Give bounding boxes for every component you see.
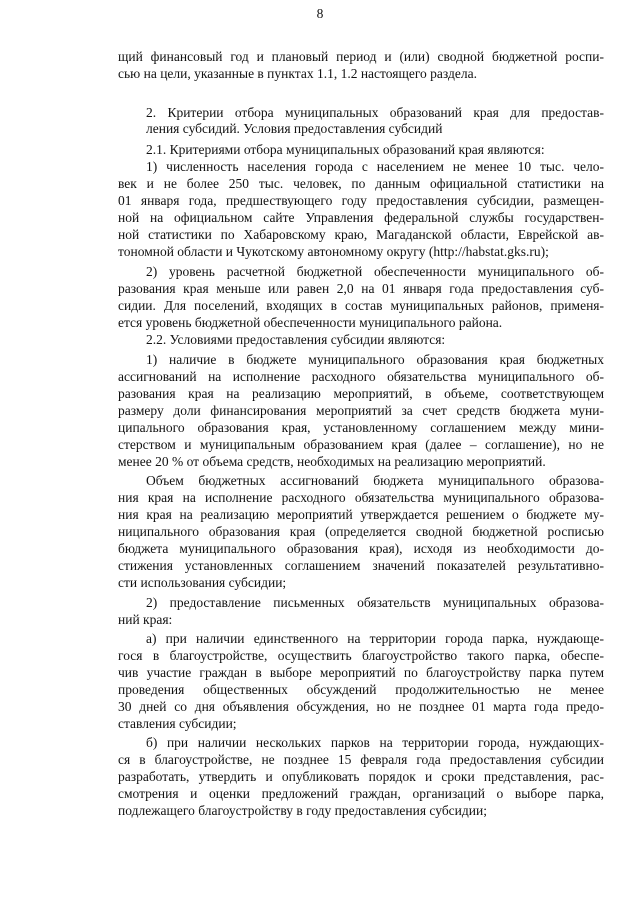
text-line: смотрения и оценки предложений граждан, организаций о выборе парка,: [118, 786, 604, 801]
text-line: ной на официальном сайте Управления федеральной службы государствен-: [118, 210, 604, 225]
text-line: чив участие граждан в выборе мероприятий по благоустройству парка путем: [118, 665, 604, 680]
text-line: сидии. Для поселений, входящих в состав муниципальных районов, применя-: [118, 298, 604, 313]
text-line: менее 20 % от объема средств, необходимых на реализацию мероприятий.: [118, 454, 546, 469]
text-line: 2) уровень расчетной бюджетной обеспеченности муниципального об-: [146, 264, 604, 279]
text-line: бюджета муниципального образования края), исходя из необходимости до-: [118, 541, 604, 556]
text-line: стижения установленных соглашением значений показателей результативно-: [118, 558, 604, 573]
text-line: разработать, утвердить и опубликовать порядок и сроки представления, рас-: [118, 769, 604, 784]
text-line: ассигнований на исполнение расходного обязательства муниципального об-: [118, 369, 604, 384]
text-line: ления субсидий. Условия предоставления субсидий: [146, 121, 443, 136]
page-number: 8: [316, 6, 324, 21]
text-line: 01 января года, предшествующего году предоставления субсидии, размещен-: [118, 193, 604, 208]
text-line: гося в благоустройстве, осуществить благоустройство такого парка, обеспе-: [118, 648, 604, 663]
text-line: ния края на реализацию мероприятий утверждается решением о бюджете му-: [118, 507, 604, 522]
text-line: век и не более 250 тыс. человек, по данным официальной статистики на: [118, 176, 604, 191]
text-line: Объем бюджетных ассигнований бюджета муниципального образова-: [146, 473, 604, 488]
text-line: 30 дней со дня объявления обсуждения, но не позднее 01 марта года предо-: [118, 699, 604, 714]
text-line: щий финансовый год и плановый период и (или) сводной бюджетной роспи-: [118, 49, 604, 64]
text-line: размеру доли финансирования мероприятий за счет средств бюджета муни-: [118, 403, 604, 418]
text-line: сью на цели, указанные в пунктах 1.1, 1.2 настоящего раздела.: [118, 66, 477, 81]
text-line: разования края меньше или равен 2,0 на 01 января года предоставления суб-: [118, 281, 604, 296]
text-line: б) при наличии нескольких парков на территории города, нуждающих-: [146, 735, 604, 750]
text-line: а) при наличии единственного на территории города парка, нуждающе-: [146, 631, 604, 646]
text-line: 1) наличие в бюджете муниципального образования края бюджетных: [146, 352, 604, 367]
text-line: ципального образования края, установленному соглашением между мини-: [118, 420, 604, 435]
text-line: стерством и муниципальным образованием края (далее – соглашение), но не: [118, 437, 604, 452]
text-line: ния края на исполнение расходного обязательства муниципального образова-: [118, 490, 604, 505]
text-line: ся в благоустройстве, не позднее 15 февраля года предоставления субсидии: [118, 752, 604, 767]
text-line: ставления субсидии;: [118, 716, 237, 731]
text-line: ной статистики по Хабаровскому краю, Магаданской области, Еврейской ав-: [118, 227, 604, 242]
text-line: ется уровень бюджетной обеспеченности муниципального района.: [118, 315, 503, 330]
text-line: проведения общественных обсуждений продолжительностью не менее: [118, 682, 604, 697]
text-line: тономной области и Чукотскому автономному округу (http://habstat.gks.ru);: [118, 244, 549, 259]
text-line: ний края:: [118, 612, 173, 627]
text-line: сти использования субсидии;: [118, 575, 287, 590]
text-line: 1) численность населения города с населением не менее 10 тыс. чело-: [146, 159, 604, 174]
text-line: 2) предоставление письменных обязательств муниципальных образова-: [146, 595, 604, 610]
text-line: 2. Критерии отбора муниципальных образований края для предостав-: [146, 105, 604, 120]
text-line: ниципального образования края (определяется сводной бюджетной росписью: [118, 524, 604, 539]
text-line: 2.2. Условиями предоставления субсидии являются:: [146, 332, 446, 347]
text-line: подлежащего благоустройству в году предоставления субсидии;: [118, 803, 487, 818]
text-line: разования края на реализацию мероприятий, в объеме, соответствующем: [118, 386, 604, 401]
text-line: 2.1. Критериями отбора муниципальных образований края являются:: [146, 142, 545, 157]
